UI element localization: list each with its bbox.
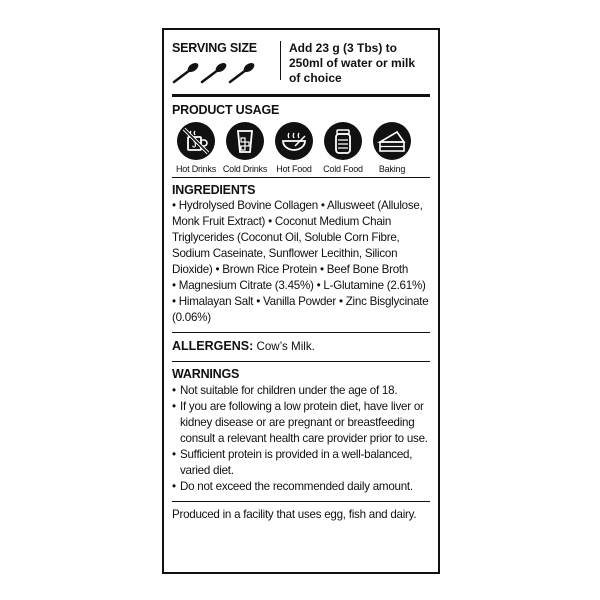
allergens-text: Cow’s Milk. (253, 340, 315, 353)
warning-line: varied diet. (180, 464, 234, 477)
warning-text (180, 447, 412, 479)
bullet: • (172, 400, 176, 413)
usage-label: Cold Drinks (222, 164, 268, 174)
spoon-icon (172, 62, 200, 84)
usage-label: Baking (378, 164, 406, 174)
cold-drink-icon (226, 122, 264, 160)
product-usage-heading: PRODUCT USAGE (172, 103, 280, 117)
warning-line: consult a relevant health care provider prior to use. (180, 432, 428, 445)
product-usage-section (172, 97, 430, 177)
warnings-list (172, 383, 430, 495)
ingredients-line: (0.06%) (172, 311, 211, 324)
ingredients-line: • Himalayan Salt • Vanilla Powder • Zinc Bisglycinate (172, 295, 429, 308)
nutrition-label-panel (162, 28, 440, 574)
spoon-icon (200, 62, 228, 84)
warning-text (180, 399, 428, 447)
usage-label: Hot Drinks (175, 164, 216, 174)
usage-icons-row (172, 122, 430, 174)
ingredients-line: Monk Fruit Extract) • Coconut Medium Chain (172, 215, 392, 228)
serving-size-section (172, 30, 430, 94)
warning-item (172, 399, 430, 447)
usage-label: Hot Food (276, 164, 312, 174)
warning-item (172, 447, 430, 479)
warning-line: If you are following a low protein diet, have liver or (180, 400, 424, 413)
bullet: • (172, 480, 176, 493)
bullet: • (172, 448, 176, 461)
cold-food-jar-icon (324, 122, 362, 160)
usage-item-hot-food (270, 122, 318, 174)
bullet: • (172, 384, 176, 397)
facility-notice: Produced in a facility that uses egg, fish and dairy. (172, 508, 417, 521)
serving-line-2: 250ml of water or milk (289, 56, 416, 70)
cake-slice-icon (373, 122, 411, 160)
ingredients-heading: INGREDIENTS (172, 183, 256, 197)
ingredients-section (172, 178, 430, 332)
usage-item-hot-drinks (172, 122, 220, 174)
warning-text (180, 383, 397, 399)
warning-line: Not suitable for children under the age of 18. (180, 384, 398, 397)
ingredients-line: Triglycerides (Coconut Oil, Soluble Corn Fibre, (172, 231, 400, 244)
warning-line: kidney disease or are pregnant or breastfeeding (180, 416, 415, 429)
serving-left (172, 41, 280, 94)
usage-label: Cold Food (323, 164, 363, 174)
usage-item-cold-drinks (221, 122, 269, 174)
hot-drink-crossed-icon (177, 122, 215, 160)
serving-size-heading: SERVING SIZE (172, 41, 257, 55)
serving-instructions (289, 41, 419, 94)
hot-food-bowl-icon (275, 122, 313, 160)
warnings-section (172, 362, 430, 501)
usage-item-cold-food (319, 122, 367, 174)
warning-text (180, 479, 413, 495)
ingredients-line: Sodium Caseinate, Sunflower Lecithin, Silicon (172, 247, 398, 260)
serving-divider (280, 41, 281, 80)
serving-line-3: of choice (289, 71, 342, 85)
warning-item (172, 479, 430, 495)
warning-item (172, 383, 430, 399)
spoon-icon (228, 62, 256, 84)
svg-text:J: J (192, 140, 197, 150)
warning-line: Do not exceed the recommended daily amount. (180, 480, 413, 493)
allergens-heading: ALLERGENS: (172, 339, 254, 353)
ingredients-text (172, 198, 430, 326)
warning-line: Sufficient protein is provided in a well-balanced, (180, 448, 413, 461)
warnings-heading: WARNINGS (172, 367, 240, 381)
ingredients-line: • Magnesium Citrate (3.45%) • L-Glutamine (2.61%) (172, 279, 426, 292)
serving-line-1: Add 23 g (3 Tbs) to (289, 41, 397, 55)
ingredients-line: • Hydrolysed Bovine Collagen • Allusweet (Allulose, (172, 199, 423, 212)
usage-item-baking (368, 122, 416, 174)
ingredients-line: Dioxide) • Brown Rice Protein • Beef Bone Broth (172, 263, 409, 276)
allergens-section (172, 333, 430, 361)
spoons-group (172, 62, 280, 84)
